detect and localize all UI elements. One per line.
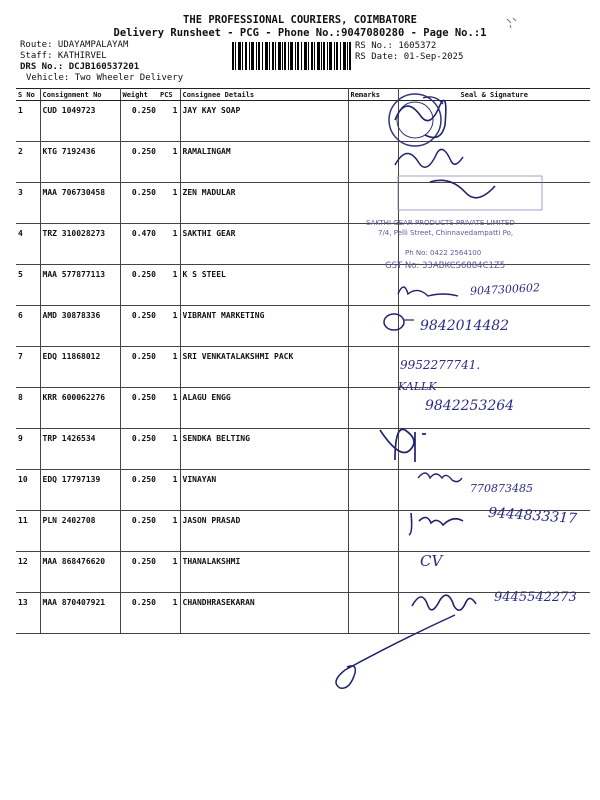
cell-signature [398,265,590,306]
cell-remarks [348,593,398,634]
table-row [16,224,590,265]
cell-signature [398,183,590,224]
col-header-consignment: Consignment No [40,89,120,101]
cell-pcs: 1 [158,388,180,429]
cell-consignee: CHANDHRASEKARAN [180,593,348,634]
stamp-company-name: SAKTHI GEAR PRODUCTS PRIVATE LIMITED [366,219,515,227]
cell-remarks [348,347,398,388]
staff-label: Staff: KATHIRVEL [20,51,107,61]
cell-consignment-no: EDQ 11868012 [40,347,120,388]
cell-pcs: 1 [158,265,180,306]
signature-8-phone: 9952277741. [400,358,481,372]
cell-weight: 0.250 [120,306,158,347]
cell-sno: 8 [16,388,40,429]
cell-pcs: 1 [158,347,180,388]
col-header-consignee: Consignee Details [180,89,348,101]
cell-sno: 10 [16,470,40,511]
cell-signature [398,552,590,593]
cell-consignment-no: MAA 868476620 [40,552,120,593]
cell-consignee: K S STEEL [180,265,348,306]
cell-weight: 0.250 [120,511,158,552]
table-row [16,388,590,429]
cell-consignment-no: TRZ 310028273 [40,224,120,265]
cell-remarks [348,224,398,265]
cell-consignment-no: EDQ 17797139 [40,470,120,511]
col-header-signature: Seal & Signature [398,89,590,101]
signature-11-phone-a: 770873485 [470,482,533,495]
cell-remarks [348,142,398,183]
table-header-row [16,89,590,101]
cell-pcs: 1 [158,224,180,265]
cell-pcs: 1 [158,511,180,552]
cell-weight: 0.250 [120,347,158,388]
cell-sno: 6 [16,306,40,347]
cell-consignment-no: KTG 7192436 [40,142,120,183]
col-header-remarks: Remarks [348,89,398,101]
cell-consignee: SRI VENKATALAKSHMI PACK [180,347,348,388]
cell-remarks [348,429,398,470]
table-row [16,183,590,224]
cell-sno: 9 [16,429,40,470]
cell-consignee: SAKTHI GEAR [180,224,348,265]
col-header-sno: S No [16,89,40,101]
signature-12: CV [420,552,443,570]
cell-pcs: 1 [158,101,180,142]
cell-remarks [348,470,398,511]
stamp-address: 7/4, Pelli Street, Chinnavedampatti Po, [378,229,514,237]
table-row [16,265,590,306]
cell-consignment-no: TRP 1426534 [40,429,120,470]
cell-signature [398,593,590,634]
cell-weight: 0.250 [120,593,158,634]
table-row [16,101,590,142]
vehicle-label: Vehicle: Two Wheeler Delivery [26,73,184,83]
table-row [16,142,590,183]
cell-consignment-no: PLN 2402708 [40,511,120,552]
cell-consignee: ZEN MADULAR [180,183,348,224]
cell-sno: 2 [16,142,40,183]
cell-weight: 0.250 [120,552,158,593]
cell-sno: 4 [16,224,40,265]
col-header-pcs: PCS [158,89,180,101]
cell-weight: 0.250 [120,429,158,470]
cell-sno: 1 [16,101,40,142]
cell-consignment-no: MAA 870407921 [40,593,120,634]
cell-remarks [348,388,398,429]
cell-signature [398,347,590,388]
cell-remarks [348,306,398,347]
signature-7-phone: 9842014482 [420,318,510,334]
cell-consignee: THANALAKSHMI [180,552,348,593]
cell-sno: 5 [16,265,40,306]
cell-consignee: VINAYAN [180,470,348,511]
signature-13-phone: 9445542273 [494,590,577,605]
cell-remarks [348,101,398,142]
cell-pcs: 1 [158,552,180,593]
cell-signature [398,224,590,265]
table-row [16,429,590,470]
cell-consignment-no: MAA 706730458 [40,183,120,224]
signature-9-phone: 9842253264 [425,398,515,414]
cell-pcs: 1 [158,593,180,634]
cell-weight: 0.470 [120,224,158,265]
cell-consignee: VIBRANT MARKETING [180,306,348,347]
cell-weight: 0.250 [120,142,158,183]
cell-signature [398,306,590,347]
signature-11-phone-b: 9444833317 [487,504,578,528]
runsheet-table [16,88,590,634]
col-header-weight: Weight [120,89,158,101]
cell-weight: 0.250 [120,183,158,224]
runsheet-subtitle: Delivery Runsheet - PCG - Phone No.:9047080280 - Page No.:1 [113,27,487,39]
table-row [16,511,590,552]
cell-signature [398,142,590,183]
cell-sno: 12 [16,552,40,593]
cell-signature [398,429,590,470]
corner-mark [505,16,519,30]
table-row [16,306,590,347]
cell-signature [398,470,590,511]
cell-signature [398,101,590,142]
cell-weight: 0.250 [120,101,158,142]
cell-remarks [348,511,398,552]
cell-signature [398,388,590,429]
rs-number: RS No.: 1605372 [355,41,437,51]
cell-pcs: 1 [158,142,180,183]
stamp-phone: Ph No: 0422 2564100 [405,249,482,257]
route-label: Route: UDAYAMPALAYAM [20,40,129,50]
cell-pcs: 1 [158,183,180,224]
cell-signature [398,511,590,552]
cell-consignment-no: CUD 1049723 [40,101,120,142]
cell-weight: 0.250 [120,470,158,511]
cell-consignee: SENDKA BELTING [180,429,348,470]
cell-pcs: 1 [158,429,180,470]
cell-sno: 3 [16,183,40,224]
barcode [232,42,352,70]
table-row [16,552,590,593]
cell-remarks [348,265,398,306]
table-row [16,470,590,511]
cell-sno: 11 [16,511,40,552]
cell-remarks [348,552,398,593]
table-row [16,347,590,388]
cell-consignment-no: MAA 577877113 [40,265,120,306]
rs-date: RS Date: 01-Sep-2025 [355,52,464,62]
signature-6-phone: 9047300602 [469,281,541,298]
cell-consignee: ALAGU ENGG [180,388,348,429]
company-title: THE PROFESSIONAL COURIERS, COIMBATORE [183,14,417,26]
cell-pcs: 1 [158,306,180,347]
cell-weight: 0.250 [120,265,158,306]
cell-consignee: JASON PRASAD [180,511,348,552]
cell-consignment-no: AMD 30878336 [40,306,120,347]
drs-number: DRS No.: DCJB160537201 [20,62,140,72]
cell-weight: 0.250 [120,388,158,429]
cell-sno: 7 [16,347,40,388]
cell-consignment-no: KRR 600062276 [40,388,120,429]
cell-consignee: JAY KAY SOAP [180,101,348,142]
table-row [16,593,590,634]
cell-consignee: RAMALINGAM [180,142,348,183]
stamp-gst: GST No: 33ABKCS6884C1Z5 [385,261,506,271]
cell-pcs: 1 [158,470,180,511]
cell-remarks [348,183,398,224]
cell-sno: 13 [16,593,40,634]
signature-9-name: KALLK [398,380,437,393]
